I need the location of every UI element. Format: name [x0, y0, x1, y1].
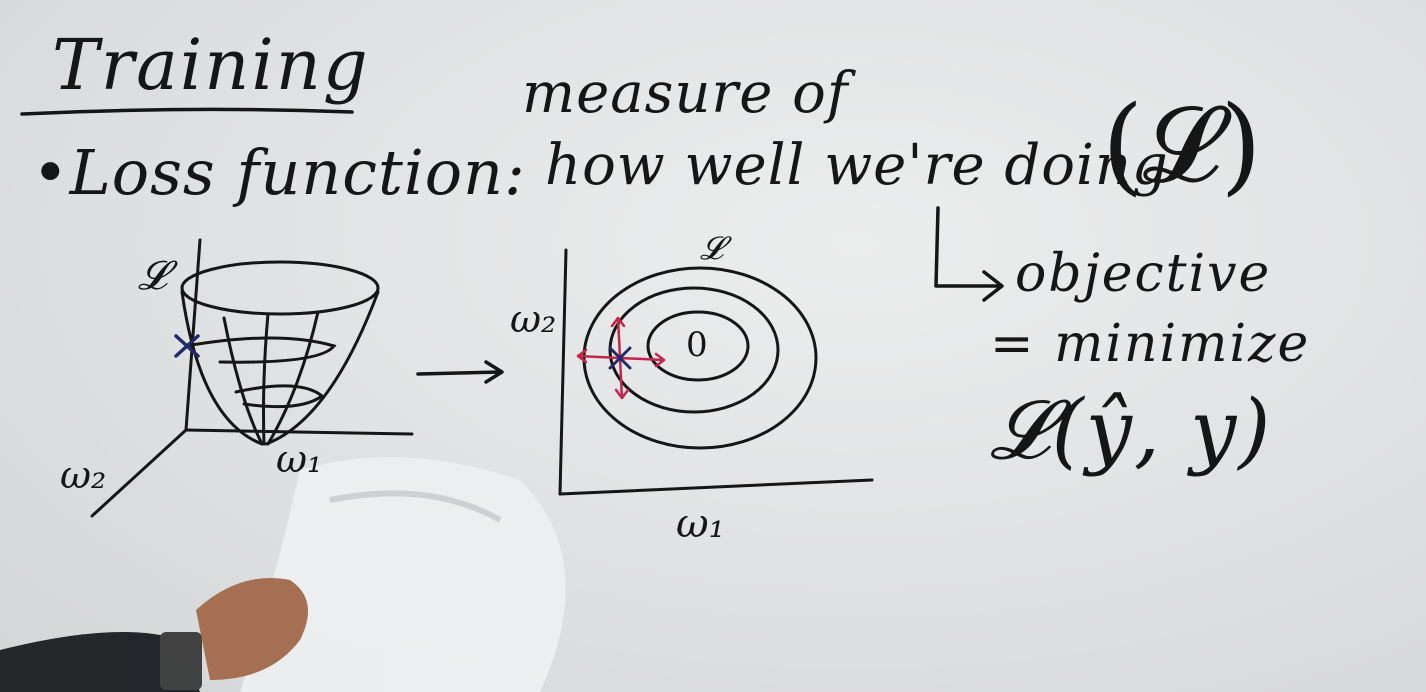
cone-z-label: 𝓛 — [138, 253, 168, 299]
loss-function-heading: •Loss function: — [32, 136, 526, 209]
loss-expression: 𝓛(ŷ, y) — [990, 383, 1273, 478]
cone-x-axis — [186, 430, 412, 434]
cone-contour-2 — [236, 386, 322, 407]
contour-plot — [560, 250, 872, 494]
contour-x-label: ω₁ — [676, 501, 725, 547]
cone-x-label: ω₁ — [276, 437, 323, 481]
hook-arrow — [936, 208, 1002, 300]
loss-symbol: (𝓛) — [1102, 83, 1262, 206]
definition-line-1: measure of — [522, 61, 849, 126]
minimize-label: = minimize — [990, 314, 1311, 374]
page-title: Training — [52, 24, 370, 106]
contour-y-label: ω₂ — [510, 297, 557, 341]
title-underline — [22, 109, 352, 114]
definition-line-2: how well we're doing — [545, 133, 1169, 198]
cone-y-label: ω₂ — [60, 453, 107, 497]
contour-x-axis — [560, 480, 872, 494]
contour-y-axis — [560, 250, 566, 494]
cone-vert-3 — [268, 312, 318, 444]
contour-minimum-label: 0 — [686, 325, 708, 365]
transform-arrow — [418, 362, 502, 382]
objective-label: objective — [1015, 244, 1272, 304]
contour-curve-label: 𝓛 — [700, 229, 724, 267]
cone-top-rim — [182, 262, 378, 314]
cone-vert-2 — [264, 314, 269, 444]
